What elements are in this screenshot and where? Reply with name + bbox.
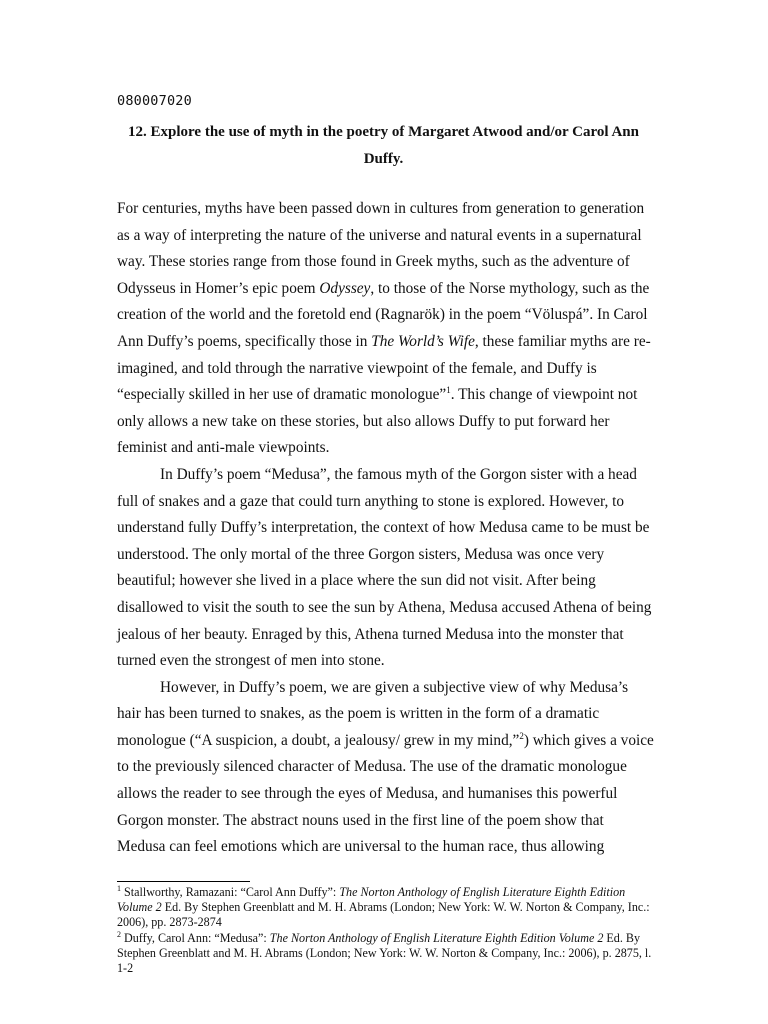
work-title-odyssey: Odyssey — [319, 279, 371, 297]
footnote-2 — [117, 931, 657, 977]
footnote-ref-2: 2 — [519, 730, 524, 741]
footnote-2-mark: 2 — [117, 929, 121, 939]
footnote-1-text-b: Ed. By Stephen Greenblatt and M. H. Abrams (London; New York: W. W. Norton & Company, Inc.: 2006), pp. 2873-2874 — [117, 900, 650, 930]
footnote-2-text-a: Duffy, Carol Ann: “Medusa”: — [121, 930, 270, 945]
essay-title: 12. Explore the use of myth in the poetry of Margaret Atwood and/or Carol Ann Duffy. — [128, 124, 639, 167]
student-id: 080007020 — [117, 93, 192, 109]
paragraph-1-text-a: For centuries, myths have been passed down in cultures from generation to generation as a way of interpreting the nature of the universe and natural events in a supernatural way. These stories range from those found in Greek myths, such as the adventure of Odysseus in Homer’s epic poem — [117, 200, 645, 297]
paragraph-3-text-a: However, in Duffy’s poem, we are given a subjective view of why Medusa’s hair has been turned to snakes, as the poem is written in the form of a dramatic monologue (“A suspicion, a doubt, a jealousy/ grew in my mind,” — [117, 678, 629, 749]
footnote-separator — [117, 881, 250, 882]
paragraph-2: In Duffy’s poem “Medusa”, the famous myth of the Gorgon sister with a head full of snakes and a gaze that could turn anything to stone is explored. However, to understand fully Duffy’s interpretation, the context of how Medusa came to be must be understood. The only mortal of the three Gorgon sisters, Medusa was once very beautiful; however she lived in a place where the sun did not visit. After being disallowed to visit the south to see the sun by Athena, Medusa accused Athena of being jealous of her beauty. Enraged by this, Athena turned Medusa into the monster that turned even the strongest of men into stone. — [117, 465, 652, 670]
work-title-worlds-wife: The World’s Wife — [371, 332, 475, 350]
footnote-2-work-title: The Norton Anthology of English Literature Eighth Edition Volume 2 — [269, 930, 604, 945]
paragraph-3-text-b: ) which gives a voice to the previously silenced character of Medusa. The use of the dramatic monologue allows the reader to see through the eyes of Medusa, and humanises this powerful Gorgon monster. The abstract nouns used in the first line of the poem show that Medusa can feel emotions which are universal to the human race, thus allowing — [117, 731, 654, 856]
footnote-1 — [117, 885, 657, 931]
footnote-1-text-a: Stallworthy, Ramazani: “Carol Ann Duffy”: — [121, 885, 340, 899]
paragraph-1-text-c: , these familiar myths are re-imagined, and told through the narrative viewpoint of the female, and Duffy is “especially skilled in her use of dramatic monologue” — [117, 332, 651, 404]
footnote-1-mark: 1 — [117, 883, 121, 893]
essay-body — [117, 196, 655, 861]
footnote-1-work-title: The Norton Anthology of English Literature Eighth Edition Volume 2 — [117, 885, 626, 915]
paragraph-3 — [117, 675, 655, 861]
paragraph-1-text-d: . This change of viewpoint not only allows a new take on these stories, but also allows Duffy to put forward her feminist and anti-male viewpoints. — [117, 386, 638, 457]
paragraph-1-text-b: , to those of the Norse mythology, such as the creation of the world and the foretold end (Ragnarök) in the poem “Völuspá”. In Carol Ann Duffy’s poems, specifically those in — [117, 279, 650, 350]
footnote-ref-1: 1 — [446, 385, 451, 396]
paragraph-1 — [117, 196, 655, 462]
footnotes — [117, 885, 657, 976]
footnote-2-text-b: Ed. By Stephen Greenblatt and M. H. Abrams (London; New York: W. W. Norton & Company, Inc.: 2006), p. 2875, l. 1-2 — [117, 930, 652, 976]
